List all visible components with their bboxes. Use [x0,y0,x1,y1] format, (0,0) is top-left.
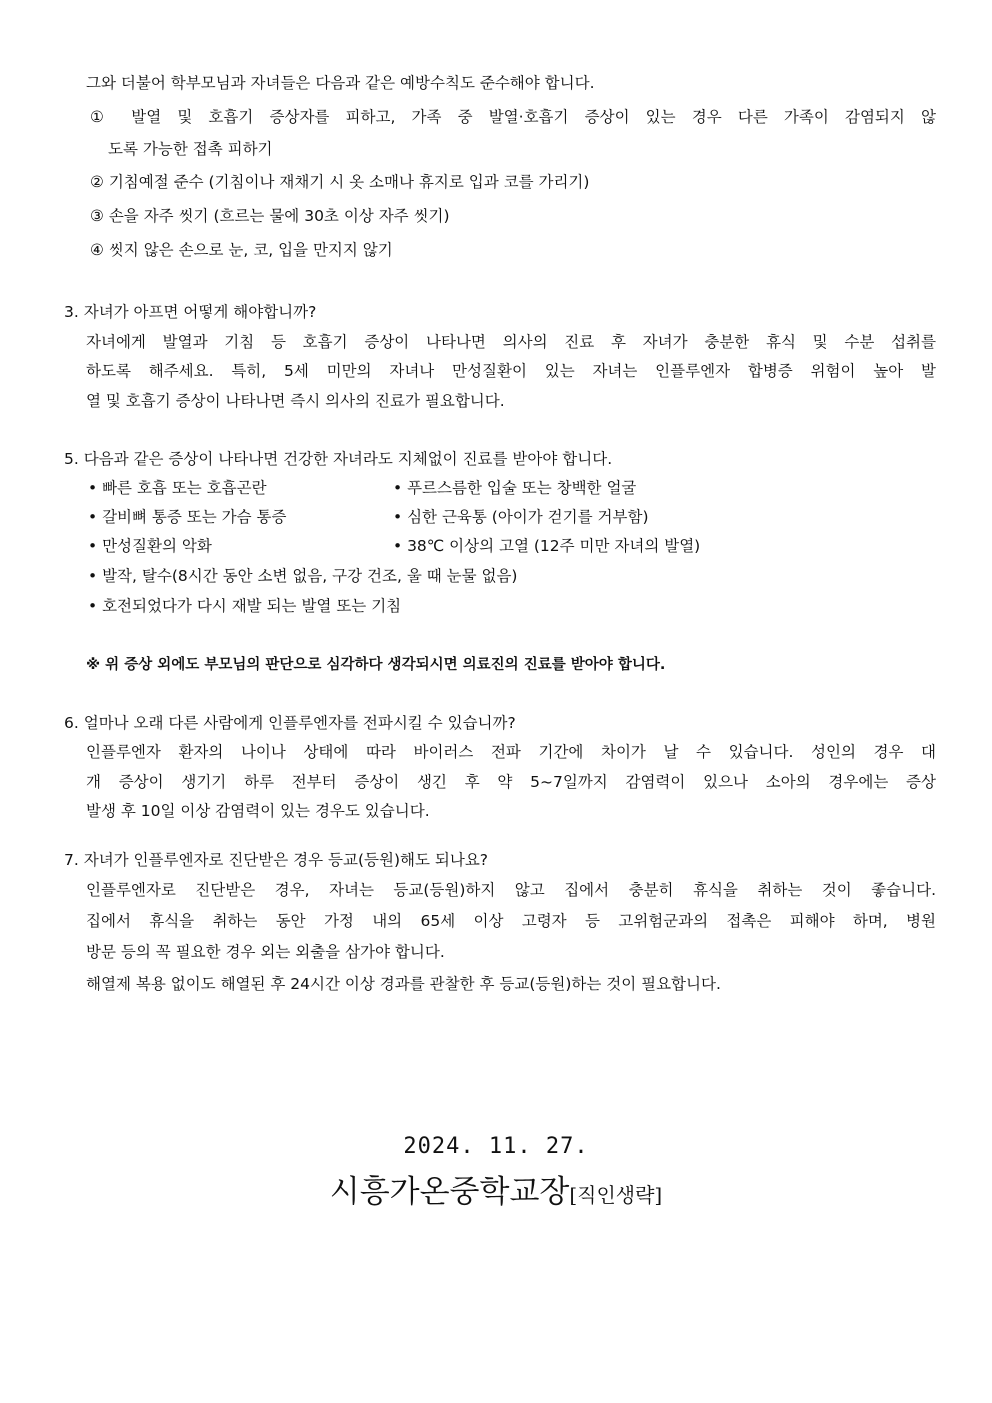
symptom-item: • 심한 근육통 (아이가 걷기를 거부함) [393,508,649,526]
symptom-item: • 38℃ 이상의 고열 (12주 미만 자녀의 발열) [393,537,701,555]
document-date: 2024. 11. 27. [403,1134,589,1159]
section-6-heading: 6. 얼마나 오래 다른 사람에게 인플루엔자를 전파시킬 수 있습니까? [64,714,516,732]
section-5-note: ※ 위 증상 외에도 부모님의 판단으로 심각하다 생각되시면 의료진의 진료를 받아야 합니다. [86,657,666,673]
intro-text: 그와 더불어 학부모님과 자녀들은 다음과 같은 예방수칙도 준수해야 합니다. [86,74,595,92]
rule-1-line-1: ① 발열 및 호흡기 증상자를 피하고, 가족 중 발열·호흡기 증상이 있는 경우 다른 가족이 감염되지 않 [90,108,936,126]
rule-4: ④ 씻지 않은 손으로 눈, 코, 입을 만지지 않기 [90,241,393,259]
rule-1-line-2: 도록 가능한 접촉 피하기 [108,140,273,158]
section-7-line-2: 집에서 휴식을 취하는 동안 가정 내의 65세 이상 고령자 등 고위험군과의 접촉은 피해야 하며, 병원 [86,912,936,930]
section-6-line-1: 인플루엔자 환자의 나이나 상태에 따라 바이러스 전파 기간에 차이가 날 수 있습니다. 성인의 경우 대 [86,743,936,761]
section-7-heading: 7. 자녀가 인플루엔자로 진단받은 경우 등교(등원)해도 되나요? [64,851,489,869]
section-7-line-1: 인플루엔자로 진단받은 경우, 자녀는 등교(등원)하지 않고 집에서 충분히 휴식을 취하는 것이 좋습니다. [86,881,936,899]
section-3-line-1: 자녀에게 발열과 기침 등 호흡기 증상이 나타나면 의사의 진료 후 자녀가 충분한 휴식 및 수분 섭취를 [86,333,936,351]
symptom-item: • 호전되었다가 다시 재발 되는 발열 또는 기침 [88,597,402,615]
section-6-line-2: 개 증상이 생기기 하루 전부터 증상이 생긴 후 약 5~7일까지 감염력이 있으나 소아의 경우에는 증상 [86,773,936,791]
symptom-item: • 만성질환의 악화 [88,537,212,555]
section-3-line-3: 열 및 호흡기 증상이 나타나면 즉시 의사의 진료가 필요합니다. [86,392,505,410]
section-5-heading: 5. 다음과 같은 증상이 나타나면 건강한 자녀라도 지체없이 진료를 받아야 합니다. [64,450,613,468]
rule-2: ② 기침예절 준수 (기침이나 재채기 시 옷 소매나 휴지로 입과 코를 가리기) [90,173,590,191]
section-3-line-2: 하도록 해주세요. 특히, 5세 미만의 자녀나 만성질환이 있는 자녀는 인플루엔자 합병증 위험이 높아 발 [86,362,936,380]
section-3-heading: 3. 자녀가 아프면 어떻게 해야합니까? [64,303,317,321]
section-7-line-4: 해열제 복용 없이도 해열된 후 24시간 이상 경과를 관찰한 후 등교(등원)하는 것이 필요합니다. [86,975,721,993]
section-7-line-3: 방문 등의 꼭 필요한 경우 외는 외출을 삼가야 합니다. [86,943,445,961]
symptom-item: • 빠른 호흡 또는 호흡곤란 [88,479,267,497]
symptom-item: • 푸르스름한 입술 또는 창백한 얼굴 [393,479,637,497]
signer-name: 시흥가온중학교장 [329,1174,570,1210]
symptom-item: • 갈비뼈 통증 또는 가슴 통증 [88,508,287,526]
section-6-line-3: 발생 후 10일 이상 감염력이 있는 경우도 있습니다. [86,802,430,820]
symptom-item: • 발작, 탈수(8시간 동안 소변 없음, 구강 건조, 울 때 눈물 없음) [88,567,518,585]
signer-block [0,1172,992,1215]
seal-omitted-note: [직인생략] [569,1183,663,1207]
rule-3: ③ 손을 자주 씻기 (흐르는 물에 30초 이상 자주 씻기) [90,207,450,225]
